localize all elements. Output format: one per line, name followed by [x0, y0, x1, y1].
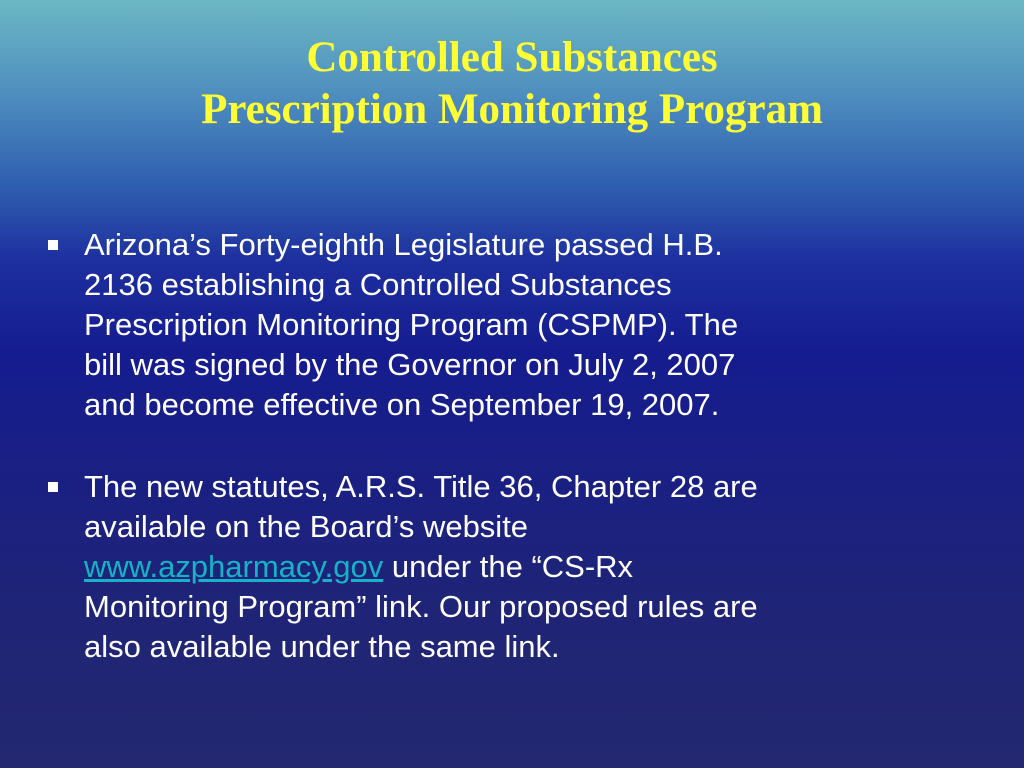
slide-title-line-1: Controlled Substances [306, 34, 718, 81]
bullet-2-line-2: available on the Board’s website [84, 509, 529, 544]
slide-title [0, 32, 1024, 136]
bullet-2-line-3 [84, 547, 978, 587]
bullet-1-line-3: Prescription Monitoring Program (CSPMP). The [84, 307, 739, 342]
bullet-1-line-5: and become effective on September 19, 2007. [84, 387, 720, 422]
bullet-2-line-1: The new statutes, A.R.S. Title 36, Chapter 28 are [84, 469, 758, 504]
bullet-2-line-4: Monitoring Program” link. Our proposed rules are [84, 589, 758, 624]
square-bullet-icon [48, 240, 58, 250]
bullet-list [48, 225, 978, 667]
square-bullet-icon [48, 482, 58, 492]
bullet-item-statutes [48, 467, 978, 667]
bullet-item-legislation [48, 225, 978, 425]
azpharmacy-website-link[interactable]: www.azpharmacy.gov [84, 549, 384, 584]
bullet-1-line-4: bill was signed by the Governor on July 2, 2007 [84, 347, 736, 382]
bullet-1-line-2: 2136 establishing a Controlled Substances [84, 267, 672, 302]
bullet-2-line-3-rest: under the “CS-Rx [383, 549, 634, 584]
bullet-2-line-5: also available under the same link. [84, 629, 560, 664]
bullet-1-line-1: Arizona’s Forty-eighth Legislature passed H.B. [84, 227, 723, 262]
slide-title-line-2: Prescription Monitoring Program [201, 86, 823, 133]
